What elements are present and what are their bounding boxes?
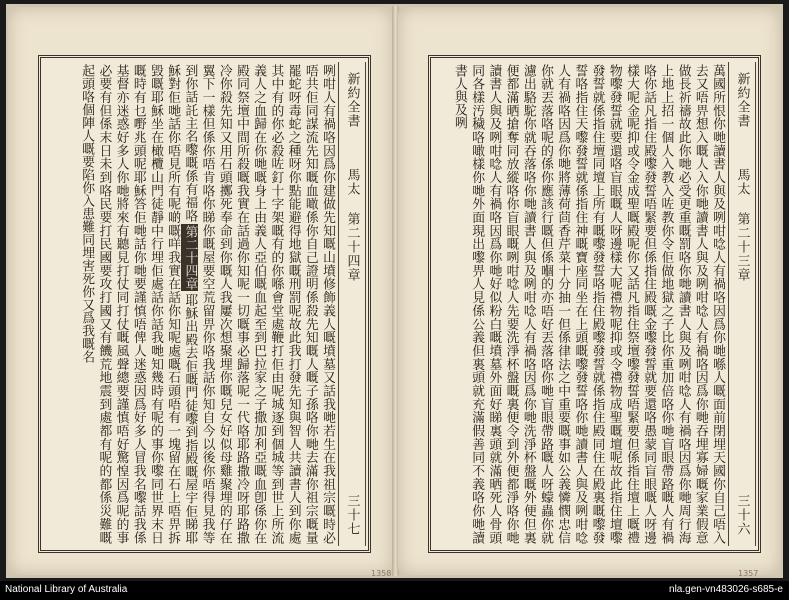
right-page-body: [437, 64, 726, 544]
book-spread: [6, 4, 783, 578]
right-pencil-number: 1357: [738, 569, 759, 578]
item-identifier: nla.gen-vn483026-s685-e: [669, 584, 783, 595]
left-running-header: [338, 62, 366, 546]
right-running-header: [728, 62, 756, 546]
left-pencil-number: 1358: [371, 569, 392, 578]
right-page-frame: [428, 55, 761, 553]
chapter-heading-tag: 第二十四章: [182, 225, 198, 291]
library-credit: National Library of Australia: [5, 584, 128, 595]
right-page: [398, 7, 781, 575]
left-header-chapter: 第二十四章: [344, 212, 360, 282]
right-header-book: 馬太: [734, 168, 750, 196]
left-header-page-number: 三十七: [344, 494, 360, 536]
left-page: [8, 7, 393, 575]
left-page-frame: [38, 55, 371, 553]
left-body-text-a: 咧咁人有禍咯因爲你建做先知嘅山墳修飾義人嘅墳墓又話我哋若生在我祖宗嘅時必唔共佢同謀流先知嘅血噉係你自己證明係殺先知嘅人嘅子孫咯你哋去滿你祖宗嘅量罷蛇呀毒蛇之種呀你點能避得地獄嘅刑罰呢故此我打發先知與智人共讀書人到你處其中有的你必殺咗釘十字架嘅有的你喺會堂處鞭打佢由呢城逐到個城等到世上所流義人之血歸在你哋嘅身上由義人亞伯嘅血起至到巴拉家之子撒加利亞嘅血卽係你在殿同祭壇中間所殺嘅我實在話過你知呢一切嘅事必歸落呢一代咯耶路撒冷呀耶路撒冷你殺先知又用石頭擲死奉命到你嘅人我屢次想聚埋你嘅兒女好似母雞聚埋的仔在翼下一樣但係你唔肯咯你睇你嘅屋要空荒留畀你咯我話你知自今以後你唔得見我等到你話託主名嚟嘅係有福咯: [182, 64, 335, 544]
left-header-title: 新約全書: [344, 72, 360, 128]
right-header-chapter: 第二十三章: [734, 212, 750, 282]
right-body-text: 萬國所恨你哋讀書人與及咧咁唸人有禍咯因爲你哋喺人嘅面前閉埋天國你自己唔入去又唔畀想入嘅人入你哋讀書人與及咧咁唸人有禍咯因爲你哋吞埋寡婦嘅家業假意做長祈禱故此你哋必受更重嘅罰咯你哋讀書人與及咧咁唸人有禍咯因爲你哋周行海上地上招一個人入教入咗教你令佢做地獄之子比你重加倍咯你哋盲眼帶路嘅人有禍咯你話凡指住殿嚟發誓唔緊要但係指住殿嘅金嚟發誓就要還咯愚蒙同盲眼嘅人呀邊樣大呢金呢抑或令金成聖嘅殿呢你又話凡指住祭壇嚟發誓唔緊要但係指住壇上嘅禮物嚟發誓就要還咯盲眼嘅人呀邊樣大呢禮物呢抑或令禮物成聖嘅壇呢故此指住壇嚟發誓就係指住壇同壇上所有嘅嚟發誓咯指住殿嚟發誓就係指住殿同住在殿裏嘅嚟發誓咯指住天嚟發誓就係指住神嘅寶座同坐在上頭嘅嚟發誓咯你哋讀書人與及咧咁唸人有禍咯因爲你哋將薄荷茴香芹菜十分抽一但係律法之中重要嘅事如公義憐憫忠信你就丟落咯呢的係你應該行嘅但係嗰的亦唔好丟落咯你哋盲眼帶路嘅人呀蠓蟲你就濾出駱駝你就吞落咯你哋讀書人與及咧咁唸人有禍咯因爲你哋洗淨杯盤嘅外便但裏便都滿晒搶奪同放縱咯你盲眼嘅咧咁唸人先要洗淨杯盤嘅裏便令到外便都淨咯你哋讀書人與及咧咁唸人有禍咯因爲你哋好似粉白嘅墳墓外面好睇裏頭就滿晒死人骨頭同各樣汚穢咯噉樣你哋外面現出嚟畀人見係公義但裏頭就充滿假善同不義咯你哋讀書人與及咧: [451, 64, 725, 544]
left-page-body: [47, 64, 336, 544]
right-header-page-number: 三十六: [734, 494, 750, 536]
left-header-book: 馬太: [344, 168, 360, 196]
right-header-title: 新約全書: [734, 72, 750, 128]
footer-bar: [0, 581, 789, 600]
left-body-text-b: 耶穌出殿去佢嘅門徒嚟到指殿嘅屋宇佢睇耶穌對佢哋話你唔見所有呢啲嘅咩我實在話你知呢處嘅石頭唔有一塊留在石上唔畀拆毀嘅耶穌坐在橄欖山門徒靜中行埋佢處話你話我哋知幾時有呢的事你嚟同世界末日嘅時有乜嘢兆頭呢耶穌答佢哋話你哋要謹慎唔俾人迷惑因爲好多人冒我名嚟話我係基督亦迷惑好多人你哋將來有聽見打仗同打仗嘅風聲總要謹慎唔好驚惶因爲呢的事必要有但係末日未到咯民要打民國要攻打國又有饑荒地震到處都有呢的都係災難嘅起頭咯個陣人嘅要陷你入患難同埋害死你又爲我嘅名: [79, 64, 198, 544]
